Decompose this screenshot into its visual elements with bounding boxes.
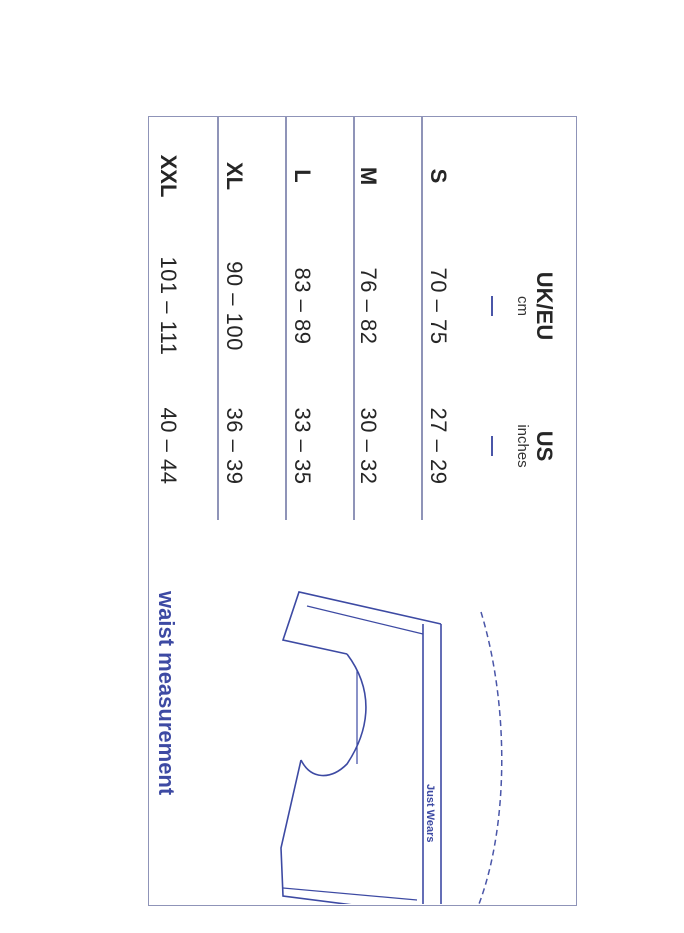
right-leg-outline bbox=[281, 760, 423, 904]
size-label: XXL bbox=[156, 154, 181, 198]
size-label: L bbox=[290, 169, 315, 183]
row-divider bbox=[286, 116, 288, 520]
cm-value: 101 – 111 bbox=[156, 256, 181, 356]
size-label: S bbox=[426, 168, 451, 184]
us-unit: inches bbox=[514, 424, 531, 468]
us-dash bbox=[491, 436, 493, 456]
cm-value: 70 – 75 bbox=[426, 267, 451, 345]
uk-dash bbox=[491, 296, 493, 316]
waist-loop-dashed bbox=[479, 612, 502, 904]
size-chart-rotated bbox=[148, 116, 577, 906]
inch-value: 30 – 32 bbox=[356, 407, 381, 485]
size-label: XL bbox=[222, 161, 247, 191]
uk-header: UK/EU bbox=[532, 271, 557, 341]
row-divider bbox=[218, 116, 220, 520]
inch-value: 27 – 29 bbox=[426, 407, 451, 485]
inch-value: 40 – 44 bbox=[156, 407, 181, 485]
brand-logo-text: Just Wears bbox=[424, 784, 436, 843]
boxer-brief-illustration bbox=[167, 584, 507, 904]
pouch-outline bbox=[301, 654, 366, 776]
cm-value: 76 – 82 bbox=[356, 267, 381, 345]
inch-value: 36 – 39 bbox=[222, 407, 247, 485]
us-header: US bbox=[532, 430, 557, 462]
waist-caption: waist measurement bbox=[154, 591, 179, 796]
row-divider bbox=[354, 116, 356, 520]
left-leg-outline bbox=[283, 592, 441, 654]
cm-value: 83 – 89 bbox=[290, 267, 315, 345]
cm-value: 90 – 100 bbox=[222, 261, 247, 351]
row-divider bbox=[422, 116, 424, 520]
uk-unit: cm bbox=[514, 296, 531, 316]
size-label: M bbox=[356, 166, 381, 186]
inch-value: 33 – 35 bbox=[290, 407, 315, 485]
left-leg-seam bbox=[307, 606, 423, 634]
